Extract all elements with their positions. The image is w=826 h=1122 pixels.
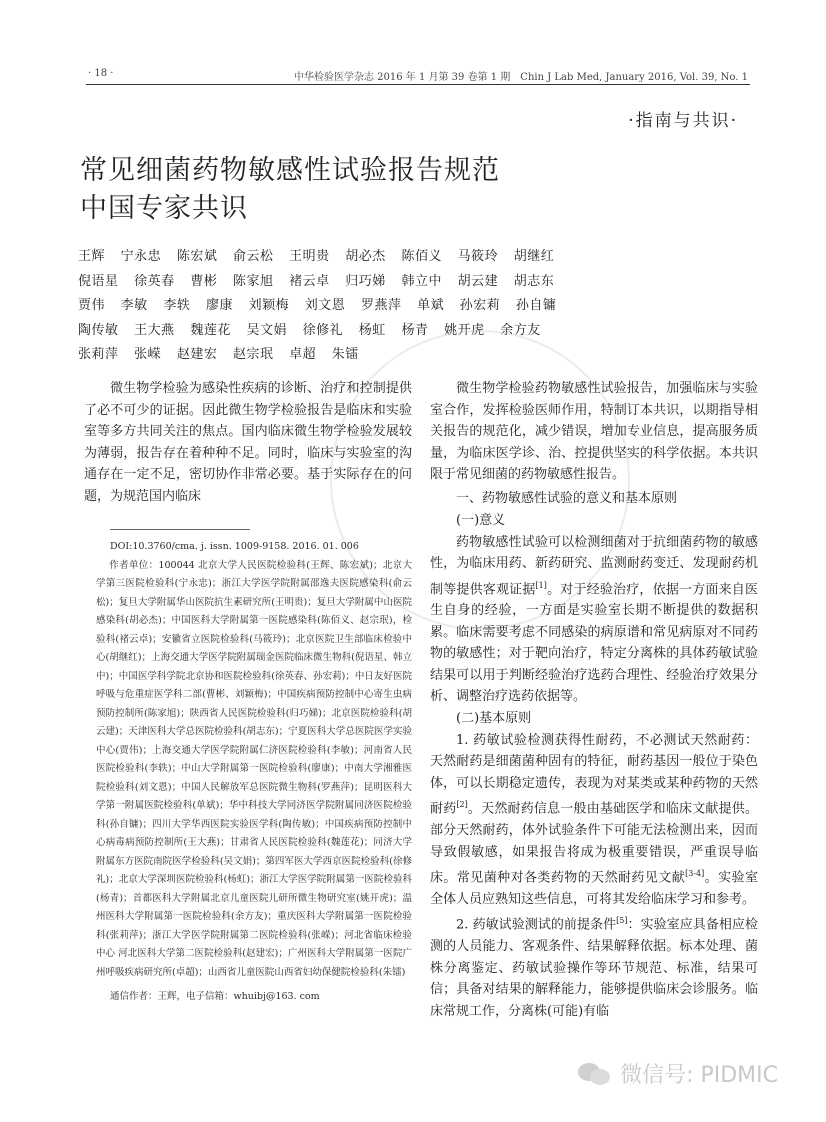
author-name: 朱镭 (331, 347, 359, 362)
citation-ref[interactable]: [5] (616, 916, 628, 926)
author-name: 魏莲花 (190, 322, 231, 338)
article-title (80, 152, 500, 228)
section-heading: 一、药物敏感性试验的意义和基本原则 (456, 490, 678, 506)
author-name: 李敏 (120, 298, 148, 313)
meaning-text: 药物敏感性试验可以检测细菌对于抗细菌药物的敏感性，为临床用药、新药研究、监测耐药变迁、发现耐药机制等提供客观证据 (430, 534, 758, 597)
principle-text: 。实验室全体人员应熟知这些信息，可将其发给临床学习和参考。 (430, 870, 758, 907)
author-name: 吴文娟 (246, 322, 287, 338)
author-row (78, 270, 758, 295)
author-name: 陈佰义 (401, 249, 442, 264)
wechat-id: 微信号: PIDMIC (620, 1063, 778, 1088)
author-name: 陈家旭 (232, 273, 274, 289)
author-name: 廖康 (205, 298, 233, 313)
principle-text: 1. 药敏试验检测获得性耐药，不必测试天然耐药：天然耐药是细菌菌种固有的特征，耐药基因一般位于染色体，可以长期稳定遗传，表现为对某类或某种药物的天然耐药 (430, 732, 758, 817)
author-name: 徐修礼 (302, 322, 344, 338)
author-name: 姚开虎 (444, 322, 485, 338)
citation-ref[interactable]: [2] (456, 800, 468, 810)
subsection-heading: (二)基本原则 (456, 710, 532, 726)
footnote-divider (110, 529, 250, 530)
intro-paragraph: 微生物学检验为感染性疾病的诊断、治疗和控制提供了必不可少的证据。因此微生物学检验报告是临床和实验室等多方共同关注的焦点。国内临床微生物学检验发展较为薄弱，报告存在着种种不足。同时，临床与实验室的沟通存在一定不足，密切协作非常必要。基于实际存在的问题，为规范国内临床 (84, 381, 412, 504)
author-name: 马筱玲 (457, 249, 499, 264)
wechat-icon (578, 1061, 612, 1087)
author-name: 宁永忠 (120, 249, 162, 264)
author-name: 刘颖梅 (248, 298, 290, 313)
principle-text: 2. 药敏试验测试的前提条件 (456, 917, 617, 933)
author-name: 倪语星 (78, 273, 119, 289)
author-name: 单斌 (417, 298, 445, 313)
meaning-paragraph (430, 532, 758, 708)
author-name: 张莉萍 (78, 347, 119, 362)
author-name: 卓超 (289, 347, 317, 362)
author-name: 孙自镛 (515, 298, 557, 313)
wechat-watermark (578, 1058, 778, 1089)
author-name: 贾伟 (78, 298, 106, 313)
author-name: 胡志东 (513, 273, 555, 289)
meaning-text: 。对于经验治疗，依据一方面来自医生自身的经验，一方面是实验室长期不断提供的数据积累。临床需要考虑不同感染的病原谱和常见病原对不同药物的敏感性；对于靶向治疗，特定分离株的具体药敏试验结果可以用于判断经验治疗选药合理性、经验治疗效果分析、调整治疗选药依据等。 (430, 581, 758, 705)
author-name: 胡继红 (513, 249, 555, 264)
principle-text: 。天然耐药信息一般由基础医学和临床文献提供。部分天然耐药，体外试验条件下可能无法检测出来，因而导致假敏感，如果报告将成为极重要错误，严重误导临床。常见菌种对各类药物的天然耐药见文献 (430, 801, 758, 886)
header-rule (86, 84, 750, 85)
author-name: 杨青 (401, 322, 429, 338)
author-name: 孙宏莉 (459, 298, 501, 313)
author-name: 陈宏斌 (176, 249, 218, 264)
principle-paragraph-1 (430, 730, 758, 911)
author-name: 王辉 (78, 249, 106, 264)
author-name: 胡必杰 (345, 249, 386, 264)
author-name: 俞云松 (232, 249, 274, 264)
subsection-heading: (一)意义 (456, 512, 506, 528)
author-name: 曹彬 (190, 273, 218, 289)
affiliations-note: 作者单位：100044 北京大学人民医院检验科(王辉、陈宏斌)；北京大学第三医院检验科(宁永忠)；浙江大学医学院附属邵逸夫医院感染科(俞云松)；复旦大学附属华山医院抗生素研究所(王明贵)；复旦大学附属中山医院感染科(胡必杰)；中国医科大学附属第一医院感染科(陈佰义、赵宗珉)，检验科(褚云卓)；安徽省立医院检验科(马筱玲)；北京医院卫生部临床检验中心(胡继红)；上海交通大学医学院附属瑞金医院临床微生物科(倪语星、韩立中)；中国医学科学院北京协和医院检验科(徐英春、孙宏莉)；中日友好医院呼吸与危重症医学科二部(曹彬、刘颖梅)；中国疾病预防控制中心寄生虫病预防控制所(陈家旭)；陕西省人民医院检验科(归巧娣)；北京医院检验科(胡云建)；天津医科大学总医院检验科(胡志东)；宁夏医科大学总医院医学实验中心(贾伟)；上海交通大学医学院附属仁济医院检验科(李敏)；河南省人民医院检验科(李轶)；中山大学附属第一医院检验科(廖康)；中南大学湘雅医院检验科(刘文恩)；中国人民解放军总医院微生物科(罗燕萍)；昆明医科大学第一附属医院检验科(单斌)；华中科技大学同济医学院附属同济医院检验科(孙自镛)；四川大学华西医院实验医学科(陶传敏)；中国疾病预防控制中心病毒病预防控制所(王大燕)；甘肃省人民医院检验科(魏莲花)；同济大学附属东方医院南院医学检验科(吴文娟)；第四军医大学西京医院检验科(徐修礼)；北京大学深圳医院检验科(杨虹)；浙江大学医学院附属第一医院检验科(杨青)；首都医科大学附属北京儿童医院儿研所微生物研究室(姚开虎)；温州医科大学附属第一医院检验科(余方友)；重庆医科大学附属第一医院检验科(张莉萍)；浙江大学医学院附属第二医院检验科(张嵘)；河北省临床检验中心 河北医科大学第二医院检验科(赵建宏)；广州医科大学附属第一医院广州呼吸疾病研究所(卓超)；山西省儿童医院山西省妇幼保健院检验科(朱镭) (96, 559, 412, 978)
section-label: ·指南与共识· (628, 111, 738, 131)
citation-ref[interactable]: [1] (535, 580, 547, 590)
author-name: 罗燕萍 (360, 298, 402, 313)
author-row (78, 319, 758, 344)
principle-paragraph-2 (430, 910, 758, 1022)
intro-continuation: 微生物学检验药物敏感性试验报告，加强临床与实验室合作，发挥检验医师作用，特制订本共识，以期指导相关报告的规范化，减少错误，增加专业信息，提高服务质量，为临床医学诊、治、控提供坚实的科学依据。本共识限于常见细菌的药物敏感性报告。 (430, 381, 758, 482)
author-name: 刘文恩 (304, 298, 346, 313)
author-name: 胡云建 (457, 273, 499, 289)
author-row (78, 343, 758, 368)
author-list (78, 245, 758, 368)
author-name: 余方友 (500, 322, 541, 338)
author-row (78, 245, 758, 270)
author-name: 赵建宏 (176, 347, 218, 362)
author-name: 韩立中 (401, 273, 442, 289)
author-name: 张嵘 (134, 347, 162, 362)
journal-header: 中华检验医学杂志 2016 年 1 月第 39 卷第 1 期 Chin J Lab Med, January 2016, Vol. 39, No. 1 (293, 72, 748, 83)
left-column (84, 378, 412, 1007)
author-name: 褚云卓 (289, 273, 330, 289)
author-row (78, 294, 758, 319)
page-number: · 18 · (88, 68, 114, 79)
author-name: 王大燕 (134, 322, 175, 338)
author-name: 赵宗珉 (232, 347, 274, 362)
principle-text: ：实验室应具备相应检测的人员能力、客观条件、结果解释依据。标本处理、菌株分离鉴定、药敏试验操作等环节规范、标准，结果可信；具备对结果的解释能力，能够提供临床会诊服务。临床常规工作，分离株(可能)有临 (430, 917, 758, 1019)
citation-ref[interactable]: [3-4] (685, 869, 705, 879)
author-name: 李轶 (163, 298, 191, 313)
correspondence-note: 通信作者：王辉，电子信箱：whuibj@163. com (110, 991, 320, 1002)
title-line-2: 中国专家共识 (80, 193, 248, 224)
right-column (430, 378, 758, 1022)
author-name: 杨虹 (358, 322, 386, 338)
author-name: 陶传敏 (78, 322, 119, 338)
author-name: 归巧娣 (345, 273, 386, 289)
author-name: 徐英春 (134, 273, 175, 289)
doi-note: DOI:10.3760/cma. j. issn. 1009-9158. 2016. 01. 006 (110, 541, 359, 552)
title-line-1: 常见细菌药物敏感性试验报告规范 (80, 155, 500, 186)
author-name: 王明贵 (289, 249, 330, 264)
